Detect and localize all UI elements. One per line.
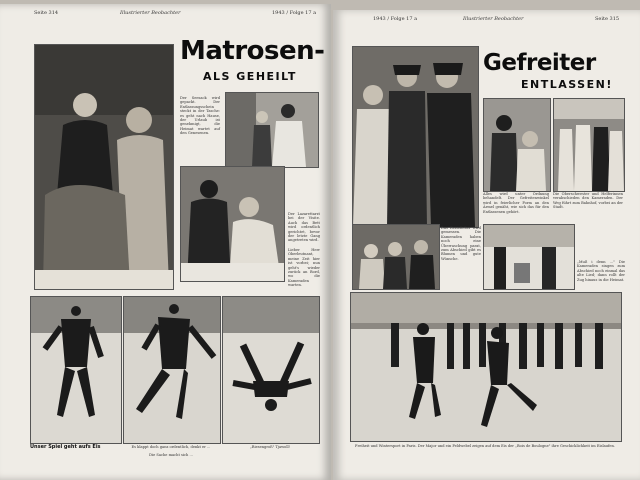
- issue-number: 1943 / Folge 17 a: [373, 16, 418, 22]
- photo-flowers-farewell: [352, 224, 440, 290]
- photo-station-farewell: [483, 224, 575, 290]
- caption-right: Die Oberschwester und Helferinnen verabschieden den Kameraden. Der Weg führt zum Bahnhof, vorbei an der Stadt.: [553, 192, 623, 210]
- left-magazine-page: [0, 4, 331, 480]
- photo-gefreiter-chevron: [352, 46, 479, 228]
- page-header-right: [333, 10, 640, 24]
- magazine-name: Illustrierter Beobachter: [120, 10, 181, 16]
- caption-mid-left: Das Reisefieber wird gemessen. Die Kameraden haben noch eine Überraschung parat, zum Abschied gibt es Blumen und gute Wünsche.: [441, 226, 481, 261]
- caption-right: Lieber Herr Oberleutnant, meine Zeit hier ist vorbei; nun geht's wieder zurück an Bord, wo die Kameraden warten.: [288, 248, 320, 288]
- strip-caption-2: Die Sache macht sich ...: [149, 453, 193, 457]
- photo-ice-skating-paris: [350, 292, 622, 442]
- page-number: Seite 315: [595, 16, 620, 22]
- caption-bottom: Freiheit und Wintersport in Paris. Der Major und ein Feldwebel zeigen auf dem Eis der „Bois de Boulogne" ihre Geschicklichkeit im Eislaufen.: [355, 444, 615, 448]
- photo-nurses-farewell: [553, 98, 625, 192]
- photo-skating-2: [123, 296, 221, 444]
- strip-caption-title: Unser Spiel geht aufs Eis: [30, 444, 101, 450]
- photo-sewing: [483, 98, 551, 192]
- magazine-name: Illustrierter Beobachter: [463, 16, 524, 22]
- caption-mid: Der Lazarettarzt bei der Visite. Auch das Bett wird ordentlich gerichtet, bevor der letzte Gang angetreten wird.: [288, 212, 320, 243]
- strip-caption-3: „Riesengroß" Tjawoll!: [249, 445, 291, 449]
- caption-top: Alles wird unter Ordnung behandelt. Der Gefreitenwinkel wird in feierlicher Form an den Ärmel genäht, wie sich das für den Entlassenen gehört.: [483, 192, 549, 214]
- photo-bed-visit: [180, 166, 285, 282]
- photo-nurse-farewell: [225, 92, 319, 168]
- page-header-left: [0, 4, 331, 18]
- right-magazine-page: [333, 10, 640, 480]
- article-title: Gefreiter: [483, 50, 596, 76]
- page-number: Seite 314: [34, 10, 59, 16]
- article-title: Matrosen-: [180, 36, 325, 66]
- photo-skating-3-fall: [222, 296, 320, 444]
- issue-number: 1943 / Folge 17 a: [272, 10, 317, 16]
- photo-skating-1: [30, 296, 122, 444]
- caption-mid-right: „Muß i denn ..." Die Kameraden singen zum Abschied noch einmal das alte Lied; dann rollt der Zug hinaus in die Heimat.: [577, 260, 625, 282]
- strip-caption-1: Es klappt doch ganz ordentlich, denkt er ...: [131, 445, 211, 449]
- article-subtitle: ENTLASSEN!: [521, 78, 613, 91]
- article-subtitle: ALS GEHEILT: [203, 70, 297, 83]
- caption-intro: Der Seesack wird gepackt. Der Entlassungsschein steckt in der Tasche: es geht nach Hause, der Urlaub ist genehmigt, die Heimat wartet auf den Genesenen.: [180, 96, 220, 136]
- photo-sailor-packing: [34, 44, 174, 290]
